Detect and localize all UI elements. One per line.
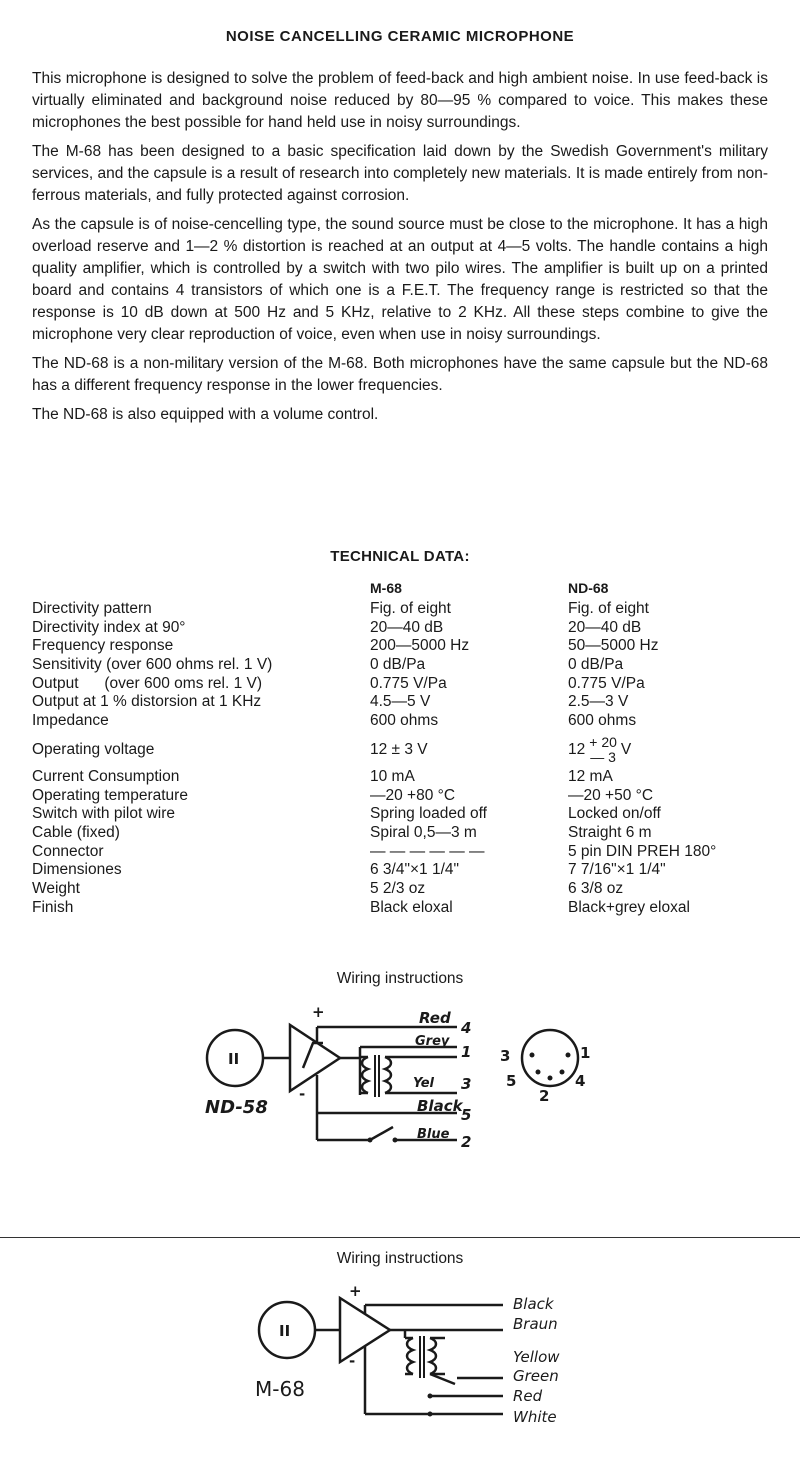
din-pin-dot [536, 1070, 541, 1075]
paragraph-capsule: As the capsule is of noise-cencelling type, the sound source must be close to the microphone. It has a high overload reserve and 1—2 % distortion is reached at an output at 4—5 volts. The handle contains a high quality amplifier, which is controlled by a switch with two pilo wires. The amplifier is built up on a printed board and contains 4 transistors of which one is a F.E.T. The frequency range is restricted so that the response is 10 dB down at 500 Hz and 5 KHz, relative to 2 KHz. All these steps combine to give the microphone very clear reproduction of voice, even when use in noisy surroundings. [32, 216, 768, 343]
table-row [32, 619, 772, 638]
nd68-value: Straight 6 m [568, 823, 652, 841]
wire-label-white: White [513, 1408, 557, 1426]
nd68-value: 600 ohms [568, 712, 637, 730]
row-label: Output at 1 % distorsion at 1 KHz [32, 693, 262, 711]
din-pin-label: 5 [506, 1072, 517, 1090]
wire-pin-grey: 1 [461, 1043, 472, 1061]
column-header-m68: M-68 [370, 580, 402, 596]
table-row [32, 656, 772, 675]
nd68-value: Locked on/off [568, 805, 661, 823]
m68-value: 5 2/3 oz [370, 879, 426, 897]
nd68-voltage-base: 12 [568, 740, 586, 758]
table-row [32, 880, 772, 899]
switch-blade [370, 1127, 393, 1140]
wire-label-red: Red [419, 1009, 451, 1027]
wiring-diagram-nd68 [195, 995, 615, 1165]
m68-value: 4.5—5 V [370, 693, 431, 711]
nd68-value: Black+grey eloxal [568, 898, 690, 916]
row-label: Frequency response [32, 637, 174, 655]
row-label: Impedance [32, 712, 109, 730]
m68-value: 200—5000 Hz [370, 637, 470, 655]
m68-value: Black eloxal [370, 898, 453, 916]
m68-value: 20—40 dB [370, 618, 444, 636]
m68-value: 0 dB/Pa [370, 656, 426, 674]
din-pin-label: 3 [500, 1047, 511, 1065]
nd68-value: Fig. of eight [568, 600, 649, 617]
table-row [32, 600, 772, 619]
wiring-caption-m68: Wiring instructions [336, 1250, 464, 1267]
plus-symbol: + [312, 1003, 325, 1021]
nd68-value: 7 7/16"×1 1/4" [568, 861, 666, 879]
m68-value: 0.775 V/Pa [370, 674, 447, 692]
table-row [32, 712, 772, 731]
row-label: Cable (fixed) [32, 823, 120, 841]
transformer-secondary-coil [385, 1057, 391, 1093]
nd68-value: —20 +50 °C [568, 786, 654, 804]
paragraph-intro: This microphone is designed to solve the problem of feed-back and high ambient noise. In use feed-back is virtually eliminated and background noise reduced by 80—95 % compared to voice. This makes these microphones the best possible for hand held use in noisy surroundings. [32, 70, 768, 131]
nd68-value: 20—40 dB [568, 618, 642, 636]
table-row [32, 824, 772, 843]
row-label: Switch with pilot wire [32, 805, 175, 823]
nd68-value: 12 mA [568, 767, 613, 785]
m68-value: 6 3/4"×1 1/4" [370, 861, 460, 879]
row-label: Operating voltage [32, 740, 155, 758]
technical-data-table [32, 600, 772, 917]
m68-value: 10 mA [370, 767, 415, 785]
nd68-value: 6 3/8 oz [568, 879, 624, 897]
paragraph-volume: The ND-68 is also equipped with a volume control. [32, 406, 379, 423]
wire-label-blue: Blue [417, 1127, 450, 1142]
wire-label-yel: Yel [413, 1076, 435, 1091]
m68-value: — — — — — — [370, 842, 485, 860]
amplifier-symbol [303, 1043, 323, 1068]
transformer-primary-coil [407, 1338, 413, 1374]
din-pin-label: 2 [539, 1087, 550, 1105]
row-label: Dimensiones [32, 861, 122, 879]
wire-pin-yel: 3 [461, 1075, 472, 1093]
wire-label-black: Black [417, 1097, 463, 1115]
transformer-secondary-coil [430, 1338, 436, 1374]
nd68-value: 0.775 V/Pa [568, 674, 645, 692]
row-label: Connector [32, 842, 104, 860]
row-label: Directivity pattern [32, 600, 152, 617]
din-pin-dot [548, 1076, 553, 1081]
switch-blade [430, 1374, 455, 1384]
nd68-voltage-unit: V [620, 740, 632, 758]
row-label: Weight [32, 879, 80, 897]
model-label: M-68 [255, 1377, 305, 1401]
din-pin-dot [566, 1053, 571, 1058]
m68-value: Fig. of eight [370, 600, 451, 617]
m68-value: 600 ohms [370, 712, 439, 730]
wiring-diagram-m68 [245, 1278, 595, 1430]
plus-symbol: + [349, 1282, 362, 1300]
wiring-caption-nd68: Wiring instructions [336, 970, 464, 987]
nd68-voltage-tolerance [589, 735, 617, 765]
din-pin-label: 4 [575, 1072, 586, 1090]
minus-symbol: - [299, 1085, 306, 1103]
paragraph-m68: The M-68 has been designed to a basic specification laid down by the Swedish Government's military services, and the capsule is a result of research into completely new materials. It is made entirely from non-ferrous materials, and fully protected against corrosion. [32, 143, 768, 204]
table-row [32, 787, 772, 806]
nd68-value: 0 dB/Pa [568, 656, 624, 674]
row-label: Finish [32, 898, 74, 916]
row-label: Directivity index at 90° [32, 618, 186, 636]
din-pin-dot [530, 1053, 535, 1058]
table-row [32, 861, 772, 880]
section-divider [0, 1237, 800, 1238]
row-label: Current Consumption [32, 767, 180, 785]
m68-value: Spring loaded off [370, 805, 487, 823]
row-label: Sensitivity (over 600 ohms rel. 1 V) [32, 656, 273, 674]
nd68-value: 2.5—3 V [568, 693, 629, 711]
wire-label-black: Black [513, 1295, 554, 1313]
wire-label-green: Green [513, 1367, 559, 1385]
table-row [32, 843, 772, 862]
row-label: Operating temperature [32, 786, 188, 804]
technical-data-title: TECHNICAL DATA: [330, 548, 470, 565]
model-label: ND-58 [205, 1097, 268, 1118]
din-pin-label: 1 [580, 1044, 591, 1062]
wire-pin-blue: 2 [461, 1133, 472, 1151]
wire-label-red: Red [513, 1387, 543, 1405]
table-row [32, 637, 772, 656]
m68-value: Spiral 0,5—3 m [370, 823, 477, 841]
nd68-voltage-minus: — 3 [590, 748, 616, 765]
wire-label-grey: Grey [415, 1034, 450, 1049]
nd68-value: 5 pin DIN PREH 180° [568, 842, 717, 860]
table-row [32, 768, 772, 787]
m68-value: —20 +80 °C [370, 786, 456, 804]
table-row [32, 675, 772, 694]
paragraph-nd68: The ND-68 is a non-military version of the M-68. Both microphones have the same capsule but the ND-68 has a different frequency response in the lower frequencies. [32, 355, 768, 394]
din-pin-dot [560, 1070, 565, 1075]
document-title: NOISE CANCELLING CERAMIC MICROPHONE [225, 28, 575, 45]
table-row [32, 805, 772, 824]
nd68-value: 50—5000 Hz [568, 637, 659, 655]
wire-label-yellow: Yellow [513, 1348, 560, 1366]
nd68-voltage [568, 731, 778, 768]
wire-pin-red: 4 [461, 1019, 472, 1037]
wire-pin-black: 5 [461, 1106, 472, 1124]
table-row [32, 693, 772, 712]
minus-symbol: - [349, 1352, 356, 1370]
column-header-nd68: ND-68 [568, 580, 609, 596]
amplifier-triangle [290, 1025, 340, 1091]
wire-label-braun: Braun [513, 1315, 558, 1333]
transformer-primary-coil [362, 1057, 368, 1093]
capsule-mark: II [279, 1322, 291, 1340]
capsule-mark: II [228, 1050, 240, 1068]
nd68-voltage-plus: + 20 [589, 733, 617, 750]
table-row [32, 899, 772, 918]
m68-value: 12 ± 3 V [370, 740, 428, 758]
table-row-voltage [32, 731, 772, 768]
row-label: Output (over 600 oms rel. 1 V) [32, 674, 263, 692]
body-text [32, 68, 768, 433]
